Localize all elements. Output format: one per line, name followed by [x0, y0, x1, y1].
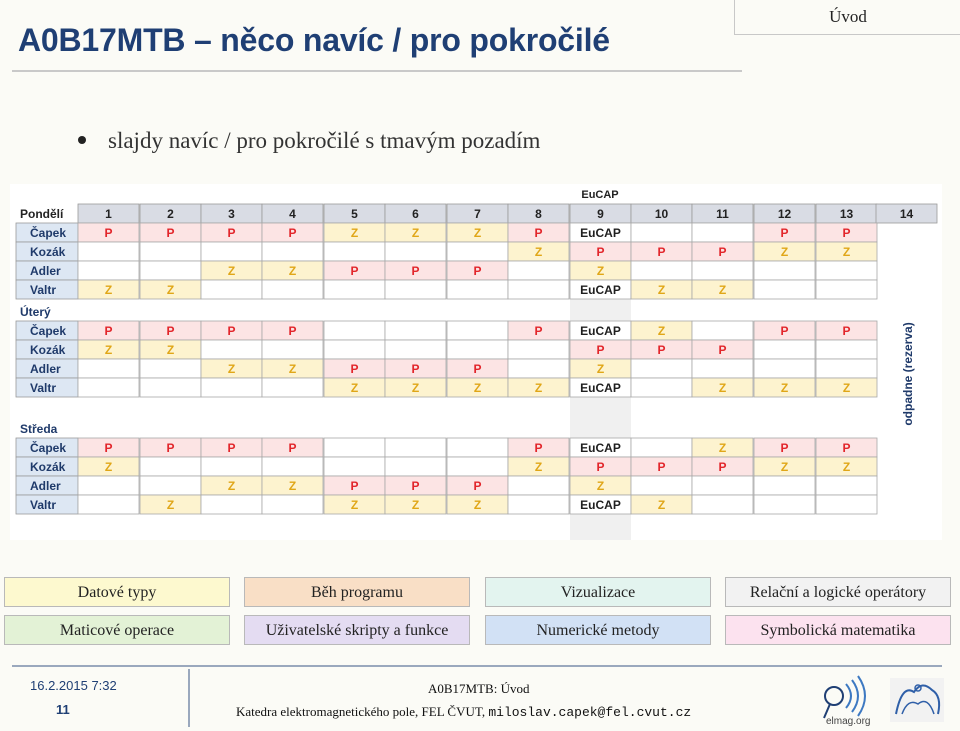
schedule-cell [816, 476, 877, 495]
schedule-cell [262, 340, 323, 359]
schedule-cell-value: P [596, 343, 605, 357]
schedule-cell-value: P [166, 226, 175, 240]
schedule-cell-value: P [596, 245, 605, 259]
schedule-cell-value: Z [288, 362, 297, 376]
tab-uvod[interactable]: Úvod [734, 0, 960, 35]
schedule-cell-value: Z [842, 381, 851, 395]
schedule-cell-value: Z [718, 381, 727, 395]
schedule-cell [140, 242, 201, 261]
schedule-cell-value: Z [350, 381, 359, 395]
schedule-cell [754, 280, 815, 299]
schedule-table [10, 184, 942, 540]
schedule-cell-value: P [718, 343, 727, 357]
schedule-cell-value: P [842, 226, 851, 240]
nav-button-1-3[interactable]: Symbolická matematika [725, 615, 951, 645]
teacher-name: Adler [30, 264, 61, 278]
schedule-cell [631, 359, 692, 378]
schedule-cell-value: Z [411, 226, 420, 240]
schedule-cell [385, 321, 446, 340]
schedule-cell [324, 438, 385, 457]
schedule-cell [140, 476, 201, 495]
schedule-cell-value: P [350, 362, 359, 376]
schedule-cell [692, 495, 753, 514]
schedule-cell [324, 340, 385, 359]
schedule-cell [324, 321, 385, 340]
nav-button-1-1[interactable]: Uživatelské skripty a funkce [244, 615, 470, 645]
schedule-cell-value: P [227, 441, 236, 455]
schedule-cell-value: P [227, 226, 236, 240]
schedule-cell [816, 280, 877, 299]
column-header-label: 12 [777, 207, 792, 221]
bullet-dot-icon [78, 136, 86, 144]
schedule-cell [631, 476, 692, 495]
schedule-cell [385, 457, 446, 476]
schedule-cell-value: EuCAP [580, 226, 621, 240]
elmag-logo-text: elmag.org [826, 716, 871, 726]
schedule-cell-value: EuCAP [580, 381, 621, 395]
schedule-cell [816, 261, 877, 280]
footer-email-link[interactable]: miloslav.capek@fel.cvut.cz [488, 705, 692, 720]
schedule-cell-value: Z [166, 343, 175, 357]
schedule-cell [816, 495, 877, 514]
nav-button-0-0[interactable]: Datové typy [4, 577, 230, 607]
schedule-cell [754, 359, 815, 378]
schedule-cell-value: Z [104, 283, 113, 297]
schedule-cell [201, 280, 262, 299]
schedule-cell-value: Z [718, 283, 727, 297]
schedule-cell [447, 321, 508, 340]
schedule-cell-value: Z [473, 381, 482, 395]
teacher-name: Čapek [30, 226, 67, 240]
schedule-cell-value: EuCAP [580, 283, 621, 297]
teacher-name: Valtr [30, 283, 57, 297]
slide-title: A0B17MTB – něco navíc / pro pokročilé [18, 22, 610, 58]
nav-button-1-2[interactable]: Numerické metody [485, 615, 711, 645]
schedule-cell [324, 242, 385, 261]
schedule-cell-value: P [104, 441, 113, 455]
schedule-cell [78, 476, 139, 495]
schedule-cell-value: Z [350, 226, 359, 240]
schedule-cell [201, 457, 262, 476]
schedule-cell [324, 457, 385, 476]
schedule-cell [631, 261, 692, 280]
schedule-cell-value: Z [104, 460, 113, 474]
eucap-header: EuCAP [581, 189, 619, 201]
schedule-cell-value: P [166, 441, 175, 455]
teacher-name: Valtr [30, 381, 57, 395]
schedule-cell [201, 495, 262, 514]
schedule-cell-value: P [104, 226, 113, 240]
schedule-cell-value: Z [411, 498, 420, 512]
schedule-cell-value: P [534, 324, 543, 338]
schedule-cell-value: Z [596, 362, 605, 376]
schedule-cell-value: P [288, 226, 297, 240]
footer-date: 16.2.2015 7:32 [30, 678, 117, 693]
teacher-name: Kozák [30, 343, 66, 357]
teacher-name: Čapek [30, 324, 67, 338]
schedule-cell-value: Z [350, 498, 359, 512]
schedule-cell [78, 378, 139, 397]
schedule-cell-value: Z [657, 498, 666, 512]
bullet-item [78, 128, 540, 154]
column-header-label: 14 [899, 207, 914, 221]
schedule-cell-value: P [350, 479, 359, 493]
schedule-cell-value: P [473, 362, 482, 376]
column-header-label: 2 [167, 207, 174, 221]
schedule-cell-value: Z [411, 381, 420, 395]
schedule-cell [385, 340, 446, 359]
schedule-cell-value: Z [657, 283, 666, 297]
nav-button-1-0[interactable]: Maticové operace [4, 615, 230, 645]
schedule-cell [140, 359, 201, 378]
schedule-cell [447, 340, 508, 359]
schedule-cell-value: P [411, 362, 420, 376]
schedule-cell [754, 495, 815, 514]
teacher-name: Adler [30, 479, 61, 493]
schedule-cell [816, 359, 877, 378]
elmag-logo [812, 674, 882, 726]
schedule-cell-value: Z [780, 381, 789, 395]
schedule-cell-value: P [473, 264, 482, 278]
schedule-cell-value: EuCAP [580, 324, 621, 338]
schedule-cell [385, 280, 446, 299]
schedule-cell-value: P [780, 324, 789, 338]
schedule-cell-value: P [288, 324, 297, 338]
schedule-cell [508, 476, 569, 495]
schedule-cell-value: Z [780, 460, 789, 474]
schedule-cell-value: Z [227, 264, 236, 278]
schedule-cell-value: P [718, 460, 727, 474]
schedule-cell [754, 476, 815, 495]
day-label: Úterý [20, 305, 51, 319]
schedule-cell-value: Z [534, 460, 543, 474]
schedule-cell [201, 242, 262, 261]
schedule-cell [262, 378, 323, 397]
schedule-cell-value: Z [288, 479, 297, 493]
schedule-cell [754, 340, 815, 359]
column-header-label: 5 [351, 207, 358, 221]
teacher-name: Adler [30, 362, 61, 376]
schedule-cell-value: Z [596, 264, 605, 278]
teacher-name: Čapek [30, 441, 67, 455]
schedule-cell-value: Z [657, 324, 666, 338]
column-header-label: 1 [105, 207, 112, 221]
schedule-cell-value: P [288, 441, 297, 455]
nav-button-0-2[interactable]: Vizualizace [485, 577, 711, 607]
schedule-cell-value: Z [718, 441, 727, 455]
column-header-label: 4 [289, 207, 296, 221]
schedule-cell-value: Z [104, 343, 113, 357]
schedule-cell-value: EuCAP [580, 498, 621, 512]
footer-department-text: Katedra elektromagnetického pole, FEL ČVUT, [236, 704, 489, 719]
schedule-cell-value: P [166, 324, 175, 338]
schedule-cell [692, 476, 753, 495]
schedule-cell-value: P [657, 343, 666, 357]
footer-divider [12, 665, 942, 667]
schedule-cell [78, 242, 139, 261]
schedule-cell [78, 261, 139, 280]
schedule-cell [447, 438, 508, 457]
schedule-cell [140, 457, 201, 476]
cvut-logo [888, 674, 948, 726]
column-header-label: 11 [716, 207, 729, 221]
teacher-name: Valtr [30, 498, 57, 512]
footer-page-number: 11 [56, 702, 70, 717]
schedule-cell [385, 438, 446, 457]
schedule-cell [816, 340, 877, 359]
day-label: Středa [20, 422, 58, 436]
schedule-cell-value: P [227, 324, 236, 338]
schedule-cell-value: Z [842, 460, 851, 474]
column-header-label: 3 [228, 207, 235, 221]
schedule-cell [508, 359, 569, 378]
footer-course: A0B17MTB: Úvod [428, 681, 530, 696]
schedule-cell [78, 359, 139, 378]
day-label-header: Pondělí [20, 207, 64, 221]
schedule-cell-value: Z [534, 245, 543, 259]
schedule-cell [692, 261, 753, 280]
schedule-cell-value: P [596, 460, 605, 474]
schedule-cell [692, 223, 753, 242]
schedule-cell-value: P [411, 479, 420, 493]
schedule-cell [692, 359, 753, 378]
schedule-cell-value: P [780, 226, 789, 240]
footer-department [236, 704, 691, 720]
schedule-cell-value: P [104, 324, 113, 338]
schedule-cell [262, 457, 323, 476]
schedule-cell-value: Z [780, 245, 789, 259]
schedule-cell-value: Z [166, 283, 175, 297]
schedule-cell [508, 280, 569, 299]
schedule-cell-value: Z [534, 381, 543, 395]
title-underline [12, 70, 742, 72]
schedule-cell [447, 457, 508, 476]
schedule-cell [78, 495, 139, 514]
schedule-cell-value: Z [227, 362, 236, 376]
column-header-label: 9 [597, 207, 604, 221]
schedule-cell [447, 242, 508, 261]
schedule-cell [508, 340, 569, 359]
schedule-cell-value: P [842, 441, 851, 455]
schedule-cell-value: EuCAP [580, 441, 621, 455]
schedule-cell-value: P [473, 479, 482, 493]
reserve-label: odpadne (rezerva) [901, 322, 915, 426]
nav-button-0-1[interactable]: Běh programu [244, 577, 470, 607]
schedule-cell-value: P [657, 245, 666, 259]
nav-button-0-3[interactable]: Relační a logické operátory [725, 577, 951, 607]
schedule-cell-value: P [534, 441, 543, 455]
schedule-cell [631, 378, 692, 397]
schedule-cell-value: P [842, 324, 851, 338]
schedule-cell-value: Z [473, 226, 482, 240]
schedule-cell [385, 242, 446, 261]
schedule-cell-value: Z [473, 498, 482, 512]
column-header-label: 10 [654, 207, 669, 221]
schedule-cell [201, 340, 262, 359]
schedule-cell [140, 261, 201, 280]
schedule-cell-value: Z [842, 245, 851, 259]
schedule-cell [262, 495, 323, 514]
teacher-name: Kozák [30, 245, 66, 259]
bullet-text: slajdy navíc / pro pokročilé s tmavým pozadím [108, 128, 541, 153]
schedule-cell [631, 223, 692, 242]
schedule-cell-value: P [657, 460, 666, 474]
schedule-cell [324, 280, 385, 299]
schedule-cell-value: Z [227, 479, 236, 493]
column-header-label: 6 [412, 207, 419, 221]
schedule-cell [508, 495, 569, 514]
schedule-cell [262, 242, 323, 261]
schedule-cell [201, 378, 262, 397]
column-header-label: 8 [535, 207, 542, 221]
schedule-cell-value: Z [596, 479, 605, 493]
schedule-cell [754, 261, 815, 280]
schedule-cell [692, 321, 753, 340]
column-header-label: 7 [474, 207, 481, 221]
schedule-cell [447, 280, 508, 299]
schedule-cell-value: Z [288, 264, 297, 278]
schedule-cell [508, 261, 569, 280]
schedule-cell-value: P [718, 245, 727, 259]
schedule-cell-value: P [534, 226, 543, 240]
footer-vertical-divider [188, 669, 190, 727]
schedule-cell-value: P [411, 264, 420, 278]
schedule-cell-value: P [780, 441, 789, 455]
schedule-cell [140, 378, 201, 397]
schedule-cell-value: Z [166, 498, 175, 512]
schedule-cell [262, 280, 323, 299]
schedule-cell [631, 438, 692, 457]
teacher-name: Kozák [30, 460, 66, 474]
column-header-label: 13 [839, 207, 854, 221]
schedule-cell-value: P [350, 264, 359, 278]
